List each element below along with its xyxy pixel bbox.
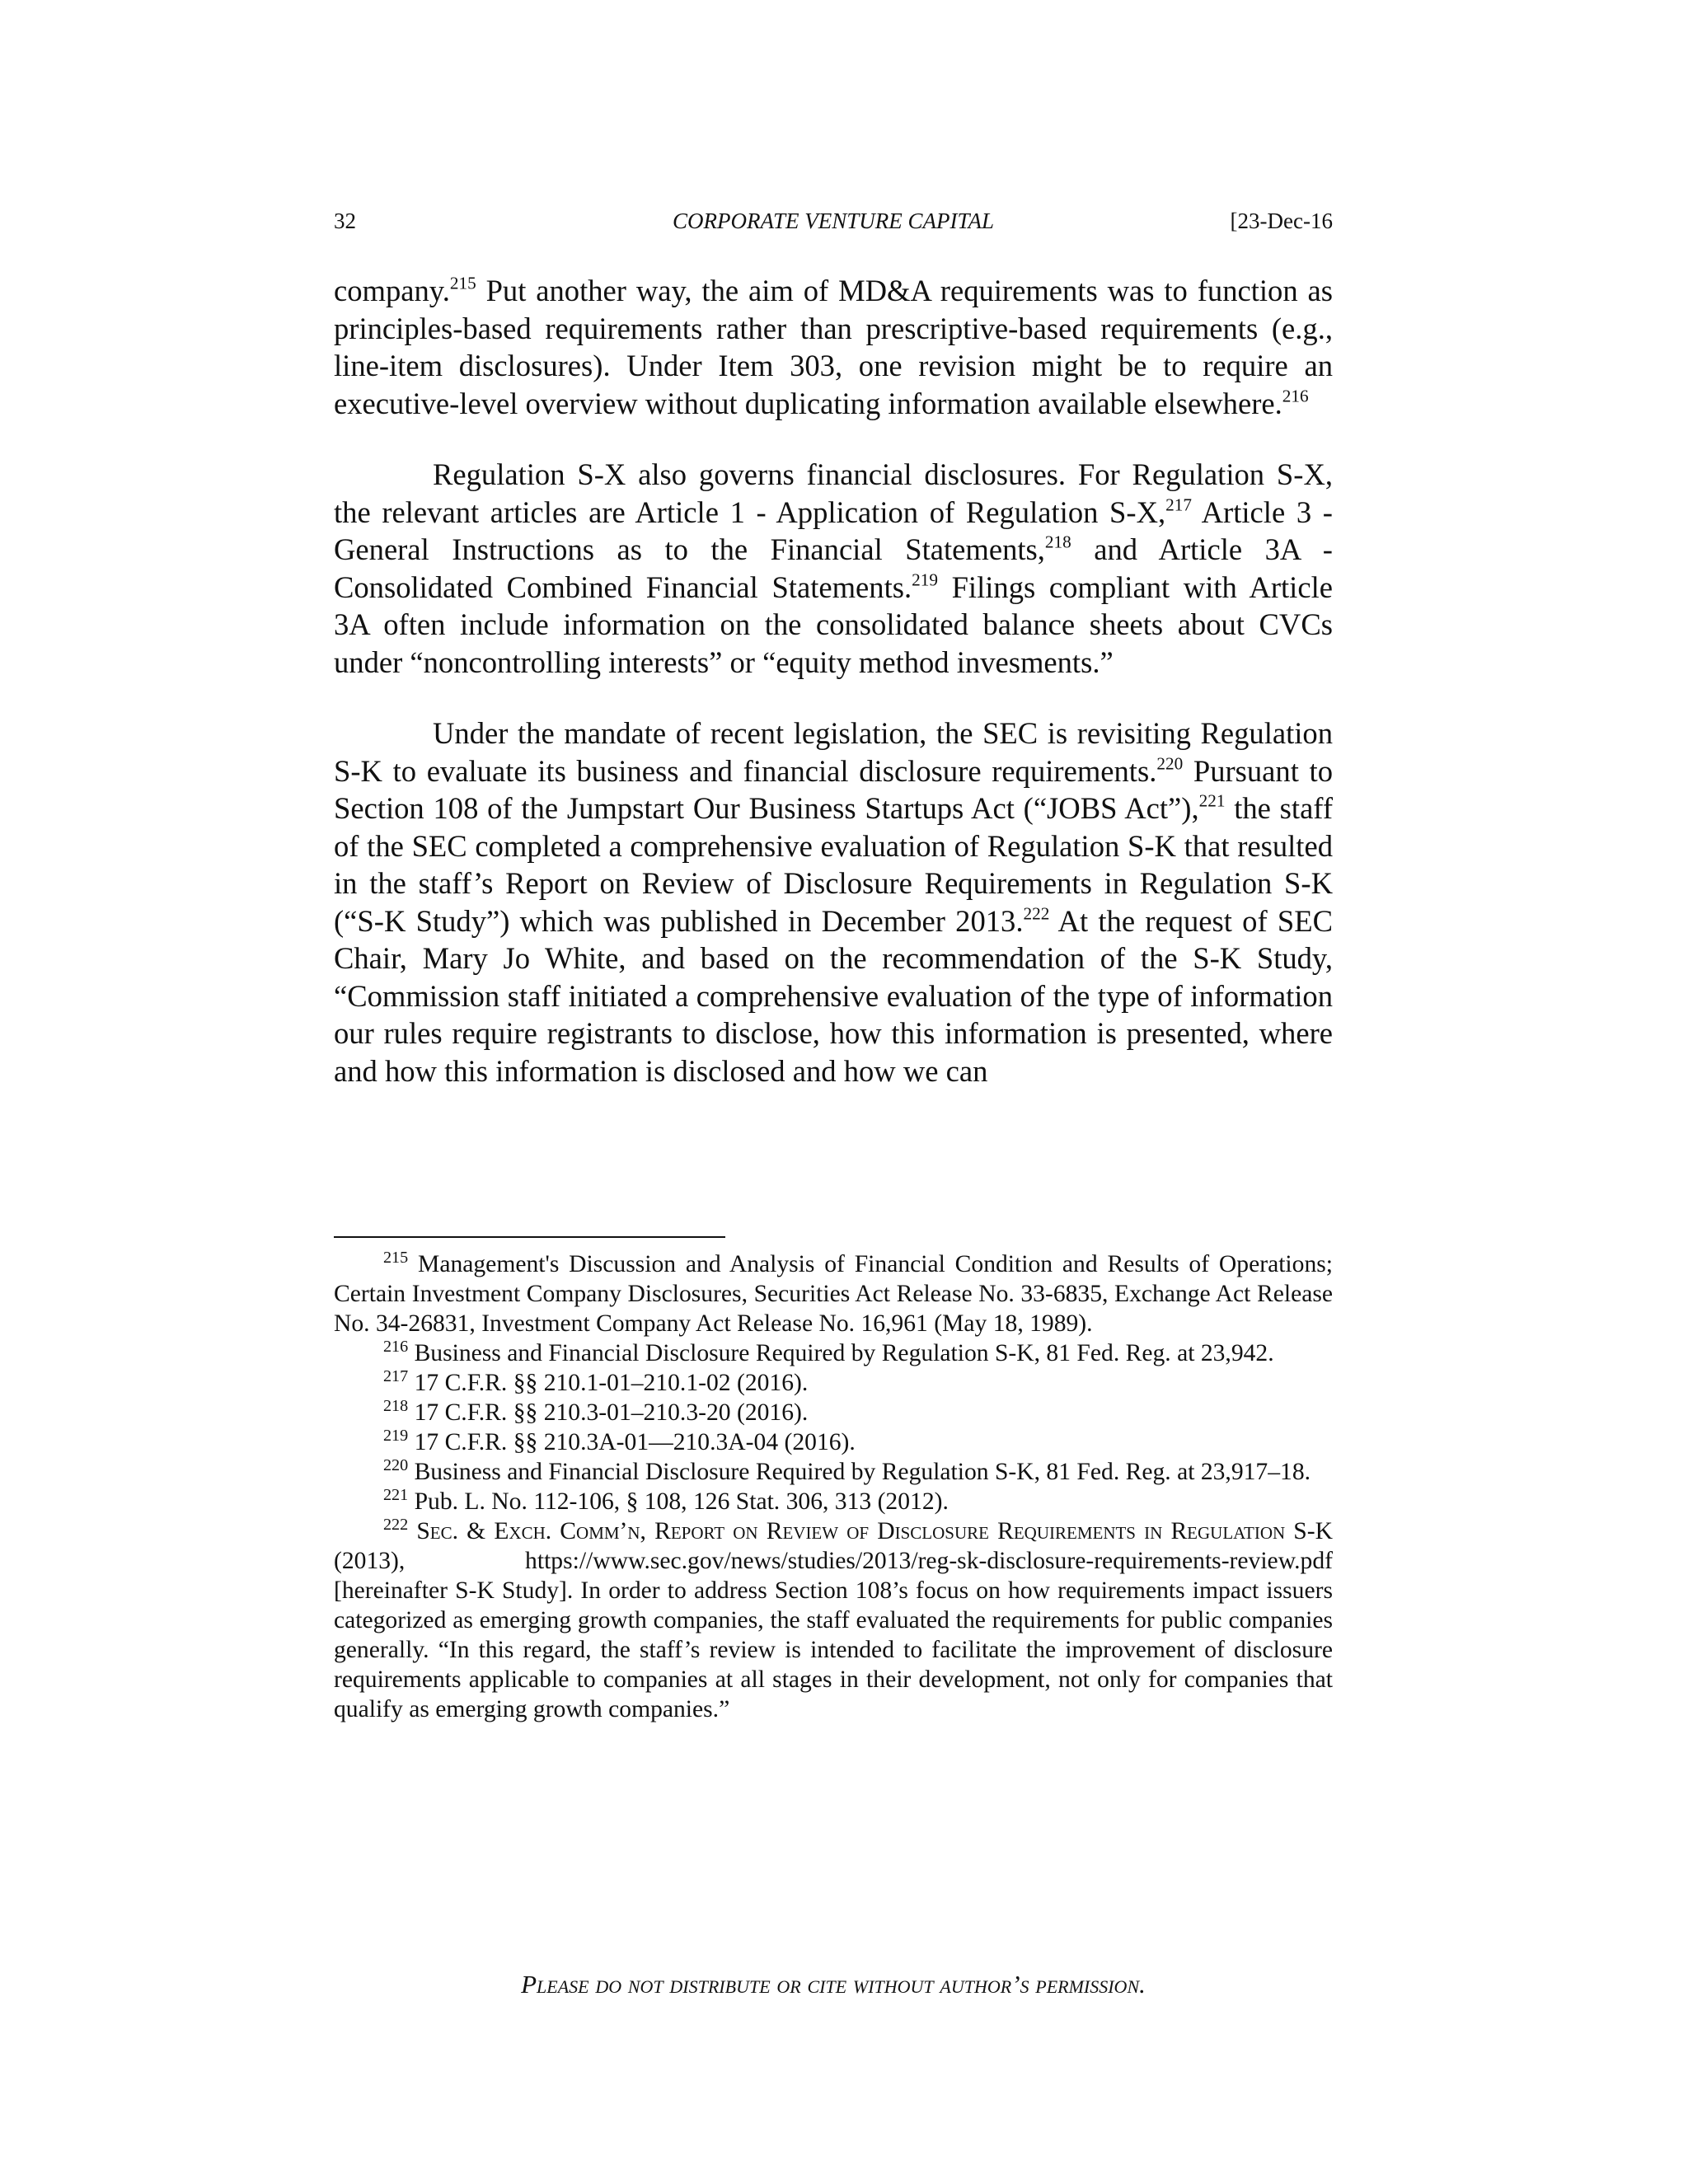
footnote-number: 216 (383, 1337, 409, 1356)
footnote-number: 219 (383, 1426, 409, 1445)
text-run: and Article 3A - Consolidated Combined Financial Statements. (334, 532, 1333, 604)
footnote-text: (2013), https://www.sec.gov/news/studies/2013/reg-sk-disclosure-requirements-review.pdf [hereinafter S-K Study]. In order to address Section 108’s focus on how requirements impact issuers categorized as emerging growth companies, the staff evaluated the requirements for public companies generally. “In this regard, the staff’s review is intended to facilitate the improvement of disclosure requirements applicable to companies at all stages in their development, not only for companies that qualify as emerging growth companies.” (334, 1548, 1333, 1722)
footnote-ref-217[interactable]: 217 (1165, 494, 1192, 515)
text-run: At the request of SEC Chair, Mary Jo White, and based on the recommendation of the S-K Study, “Commission staff initiated a comprehensive evaluation of the type of information our rules require registrants to disclose, how this information is presented, where and how this information is disclosed and how we can (334, 903, 1333, 1088)
text-run: Article 3 - General Instructions as to the Financial Statements, (334, 494, 1333, 566)
header-date: [23-Dec-16 (1230, 209, 1333, 233)
footnote-219 (334, 1427, 1333, 1457)
footnote-220 (334, 1457, 1333, 1487)
paragraph-2 (334, 456, 1333, 681)
footnote-ref-218[interactable]: 218 (1044, 532, 1071, 552)
footnote-text: 17 C.F.R. §§ 210.3-01–210.3-20 (2016). (408, 1399, 809, 1426)
footnote-number: 215 (383, 1248, 409, 1267)
footnote-217 (334, 1368, 1333, 1398)
footnote-text: Management's Discussion and Analysis of Financial Condition and Results of Operations; Certain Investment Company Disclosures, Securities Act Release No. 33-6835, Exchange Act Release No. 34-26831, Investment Company Act Release No. 16,961 (May 18, 1989). (334, 1251, 1333, 1337)
footnote-number: 222 (383, 1515, 409, 1534)
footnote-ref-215[interactable]: 215 (449, 273, 476, 293)
paragraph-3 (334, 715, 1333, 1090)
footnote-number: 220 (383, 1455, 409, 1474)
text-run: Put another way, the aim of MD&A requirements was to function as principles-based requirements rather than prescriptive-based requirements (e.g., line-item disclosures). Under Item 303, one revision might be to require an executive-level overview without duplicating information available elsewhere. (334, 274, 1333, 420)
footnote-ref-221[interactable]: 221 (1198, 790, 1226, 811)
document-page (334, 0, 1333, 2184)
footnote-215 (334, 1249, 1333, 1338)
footnote-text: Business and Financial Disclosure Required by Regulation S-K, 81 Fed. Reg. at 23,942. (408, 1340, 1274, 1366)
footnote-ref-220[interactable]: 220 (1156, 753, 1184, 774)
text-run: Regulation S-X also governs financial disclosures. For Regulation S-X, the relevant articles are Article 1 - Application of Regulation S-X, (334, 457, 1333, 529)
text-run: Filings compliant with Article 3A often include information on the consolidated balance sheets about CVCs under “noncontrolling interests” or “equity method invesments.” (334, 569, 1333, 679)
footnote-ref-222[interactable]: 222 (1023, 903, 1050, 924)
running-header (334, 204, 1333, 237)
footnote-ref-219[interactable]: 219 (912, 569, 938, 590)
text-run: the staff of the SEC completed a comprehensive evaluation of Regulation S-K that resulted in the staff’s Report on Review of Disclosure Requirements in Regulation S-K (“S-K Study”) which was published in December 2013. (334, 791, 1333, 938)
footnote-ref-216[interactable]: 216 (1282, 386, 1309, 406)
footnote-221 (334, 1487, 1333, 1516)
report-title: Sec. & Exch. Comm’n, Report on Review of Disclosure Requirements in Regulation S-K (408, 1518, 1333, 1544)
footnotes (334, 1249, 1333, 1724)
footnote-text: Business and Financial Disclosure Required by Regulation S-K, 81 Fed. Reg. at 23,917–18. (408, 1459, 1311, 1485)
footnote-text: 17 C.F.R. §§ 210.1-01–210.1-02 (2016). (408, 1370, 809, 1396)
footnote-separator (334, 1236, 725, 1238)
running-title: CORPORATE VENTURE CAPITAL (673, 209, 994, 233)
footnote-number: 221 (383, 1485, 409, 1504)
footnote-text: 17 C.F.R. §§ 210.3A-01—210.3A-04 (2016). (408, 1429, 856, 1455)
paragraph-1 (334, 272, 1333, 422)
text-run: company. (334, 274, 450, 307)
page-number: 32 (334, 209, 356, 233)
distribution-notice: Please do not distribute or cite without author’s permission. (521, 1970, 1146, 1999)
footnote-216 (334, 1338, 1333, 1368)
footnote-text: Pub. L. No. 112-106, § 108, 126 Stat. 306, 313 (2012). (408, 1488, 949, 1515)
text-run: Pursuant to Section 108 of the Jumpstart Our Business Startups Act (“JOBS Act”), (334, 753, 1333, 825)
text-run: Under the mandate of recent legislation, the SEC is revisiting Regulation S-K to evaluate its business and financial disclosure requirements. (334, 716, 1333, 788)
footnote-number: 217 (383, 1366, 409, 1385)
footnote-218 (334, 1398, 1333, 1427)
footnote-number: 218 (383, 1396, 409, 1415)
footnote-222 (334, 1516, 1333, 1724)
body-text (334, 272, 1333, 1090)
